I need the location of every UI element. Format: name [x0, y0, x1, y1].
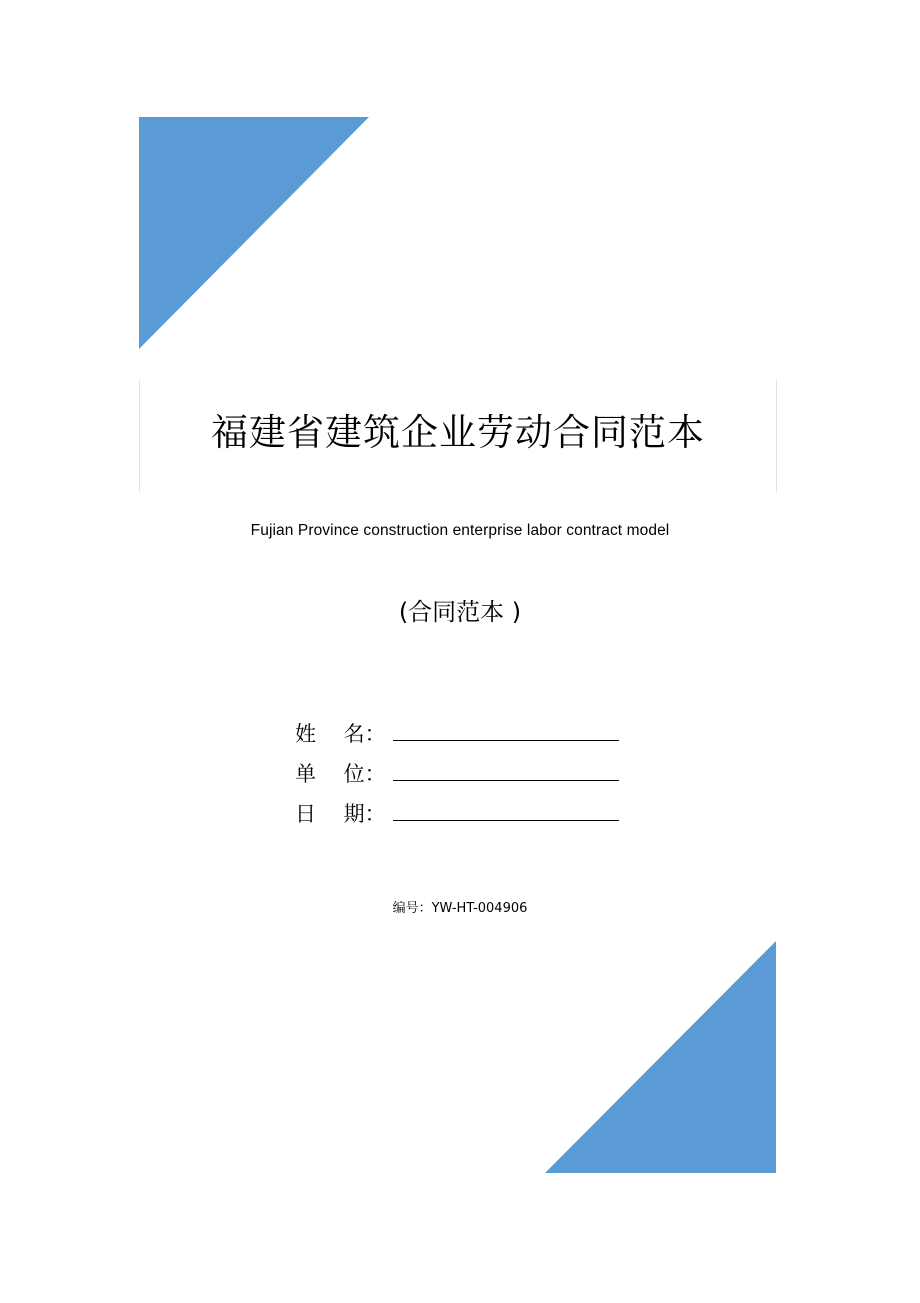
document-number: 编号：YW-HT-004906 — [392, 901, 528, 916]
field-line-unit[interactable] — [393, 758, 619, 781]
page-title: 福建省建筑企业劳动合同范本 — [211, 411, 705, 454]
field-label-date: 日 期： — [295, 802, 386, 826]
subtitle-chinese: (合同范本 ) — [398, 598, 522, 626]
field-label-unit: 单 位： — [295, 762, 386, 786]
field-row-name — [295, 718, 655, 758]
subtitle-english: Fujian Province construction enterprise labor contract model — [250, 522, 670, 539]
field-row-unit — [295, 758, 655, 798]
field-line-name[interactable] — [393, 718, 619, 741]
field-line-date[interactable] — [393, 798, 619, 821]
field-row-date — [295, 798, 655, 838]
field-list — [295, 718, 655, 838]
title-band — [139, 380, 777, 492]
decorative-triangle-bottom-right — [545, 941, 776, 1173]
decorative-triangle-top-left — [139, 117, 369, 349]
field-label-name: 姓 名： — [295, 722, 386, 746]
